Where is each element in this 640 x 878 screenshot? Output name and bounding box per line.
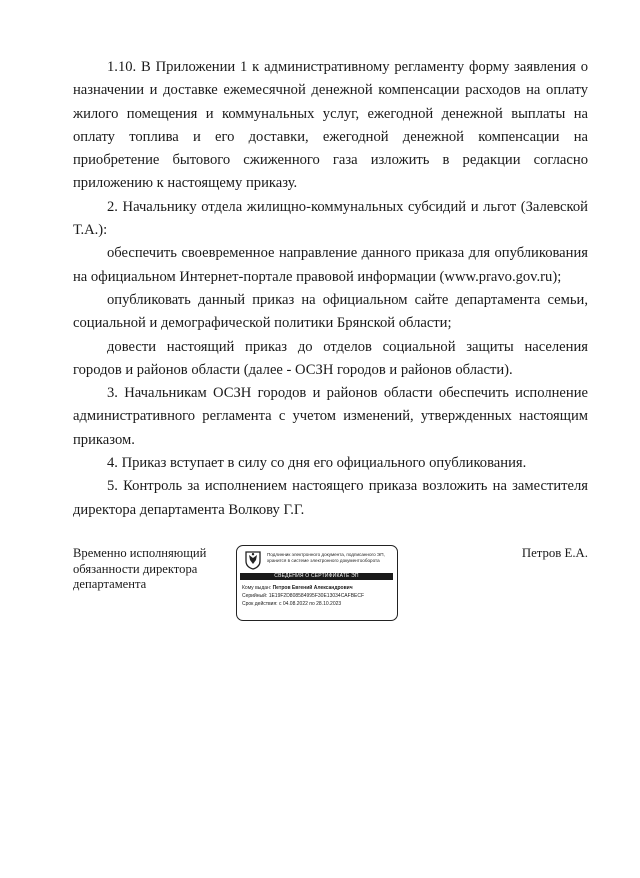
stamp-issued-row: [242, 584, 394, 592]
signer-position: [73, 546, 223, 593]
signer-position-line: Временно исполняющий: [73, 546, 207, 560]
paragraph-2-publish-portal: обеспечить своевременное направление данного приказа для опубликования на официальном Интернет-портале правовой информации (www.pravo.gov.ru);: [73, 245, 588, 285]
document-body: [73, 56, 588, 522]
stamp-serial-row: [242, 592, 394, 600]
stamp-certificate-title: СВЕДЕНИЯ О СЕРТИФИКАТЕ ЭП: [240, 573, 393, 580]
signer-position-line: департамента: [73, 577, 147, 591]
paragraph-2-deliver: довести настоящий приказ до отделов социальной защиты населения городов и районов области (далее - ОСЗН городов и районов области).: [73, 338, 588, 378]
stamp-serial-value: 1E19F2D808584995F30E13034CAFBECF: [268, 593, 365, 599]
stamp-serial-label: Серийный:: [242, 593, 268, 599]
stamp-issued-value: Петров Евгений Александрович: [272, 585, 353, 591]
paragraph-4: 4. Приказ вступает в силу со дня его официального опубликования.: [107, 455, 527, 472]
coat-of-arms-icon: [243, 550, 263, 570]
signer-position-line: обязанности директора: [73, 561, 198, 576]
paragraph-1-10: 1.10. В Приложении 1 к административному регламенту форму заявления о назначении и доставке ежемесячной денежной компенсации расходов на оплату жилого помещения и коммунальных услуг, ежегодной денежной выплаты на оплату топлива и его доставки, ежегодной денежной компенсации на приобретение бытового сжиженного газа изложить в редакции согласно приложению к настоящему приказу.: [73, 59, 588, 192]
stamp-validity-label: Срок действия:: [242, 601, 278, 607]
paragraph-2-publish-site: опубликовать данный приказ на официальном сайте департамента семьи, социальной и демографической политики Брянской области;: [73, 291, 588, 332]
stamp-validity-row: [242, 600, 394, 608]
paragraph-5: 5. Контроль за исполнением настоящего приказа возложить на заместителя директора департамента Волкову Г.Г.: [73, 478, 588, 518]
signer-name: Петров Е.А.: [521, 546, 588, 560]
stamp-issued-label: Кому выдан:: [242, 585, 272, 591]
stamp-header-text: Подлинник электронного документа, подписанного ЭП, хранится в системе электронного документооборота: [267, 552, 385, 563]
paragraph-3: 3. Начальникам ОСЗН городов и районов области обеспечить исполнение административного регламента с учетом изменений, утвержденных настоящим приказом.: [73, 385, 588, 448]
paragraph-2: 2. Начальнику отдела жилищно-коммунальных субсидий и льгот (Залевской Т.А.):: [73, 198, 588, 239]
stamp-certificate-details: [242, 584, 394, 608]
stamp-validity-value: с 04.08.2022 по 28.10.2023: [278, 601, 342, 607]
electronic-signature-stamp: [236, 545, 398, 621]
